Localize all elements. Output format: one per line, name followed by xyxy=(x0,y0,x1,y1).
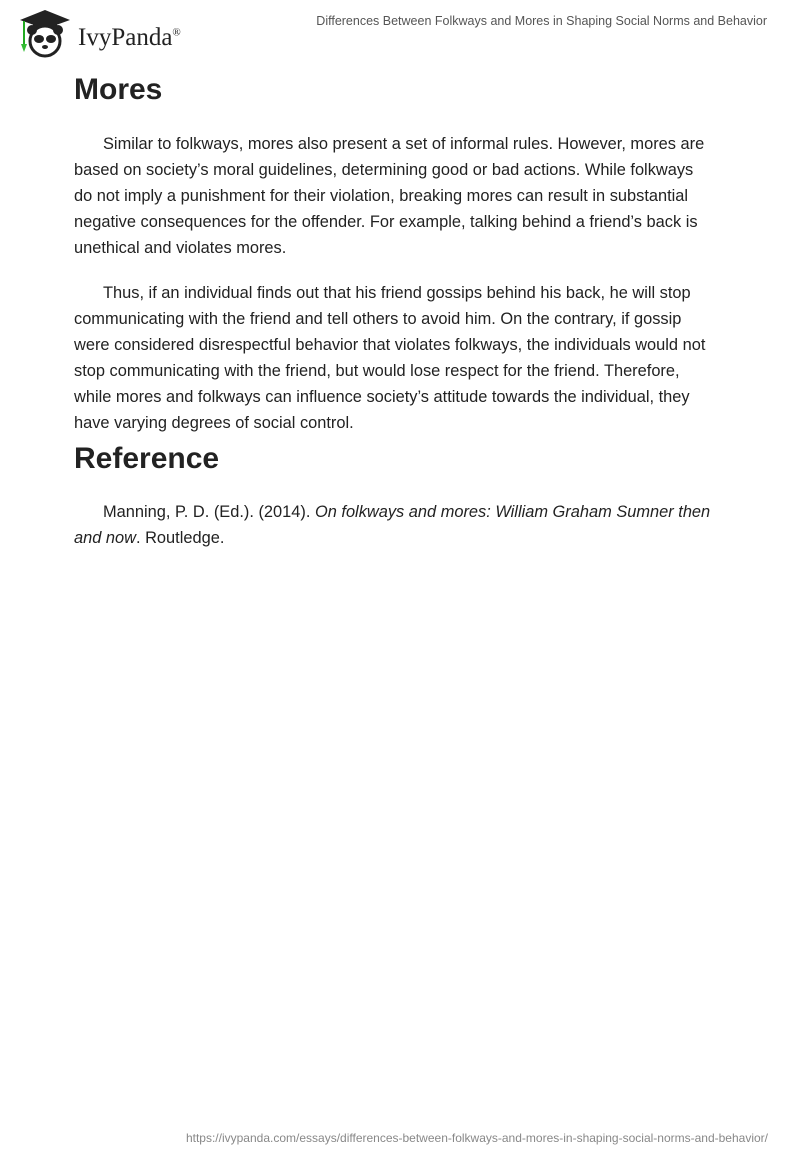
text-line: were considered disrespectful behavior that violates folkways, the individuals would not xyxy=(74,336,706,354)
text-line: negative consequences for the offender. For example, talking behind a friend’s back is xyxy=(74,213,698,231)
reference-authors: Manning, P. D. (Ed.). (2014). xyxy=(103,503,315,521)
ivypanda-logo[interactable] xyxy=(18,8,181,58)
text-line: have varying degrees of social control. xyxy=(74,414,354,432)
reference-entry xyxy=(74,499,734,551)
paragraph-2 xyxy=(74,280,734,436)
text-line: Thus, if an individual finds out that his friend gossips behind his back, he will stop xyxy=(103,284,691,302)
text-line: do not imply a punishment for their violation, breaking mores can result in substantial xyxy=(74,187,689,205)
text-line: communicating with the friend and tell others to avoid him. On the contrary, if gossip xyxy=(74,310,682,328)
reference-title: On folkways and mores: William Graham Sumner then xyxy=(314,503,711,521)
source-url[interactable]: https://ivypanda.com/essays/differences-between-folkways-and-mores-in-shaping-social-norms-and-behavior/ xyxy=(185,1131,768,1145)
logo-text: IvyPanda® xyxy=(78,24,181,51)
section-heading-mores: Mores xyxy=(74,73,163,106)
reference-publisher: . Routledge. xyxy=(135,529,225,547)
text-line: unethical and violates mores. xyxy=(74,239,287,257)
text-line: stop communicating with the friend, but would lose respect for the friend. Therefore, xyxy=(74,362,680,380)
paragraph-1 xyxy=(74,131,734,261)
reference-title-cont: and now xyxy=(74,529,136,547)
text-line: based on society’s moral guidelines, determining good or bad actions. While folkways xyxy=(74,161,694,179)
text-line: Similar to folkways, mores also present a set of informal rules. However, mores are xyxy=(103,135,705,153)
section-heading-reference: Reference xyxy=(74,442,220,475)
panda-graduate-icon xyxy=(18,8,72,58)
text-line: while mores and folkways can influence society’s attitude towards the individual, they xyxy=(74,388,690,406)
document-title: Differences Between Folkways and Mores in Shaping Social Norms and Behavior xyxy=(316,14,767,28)
